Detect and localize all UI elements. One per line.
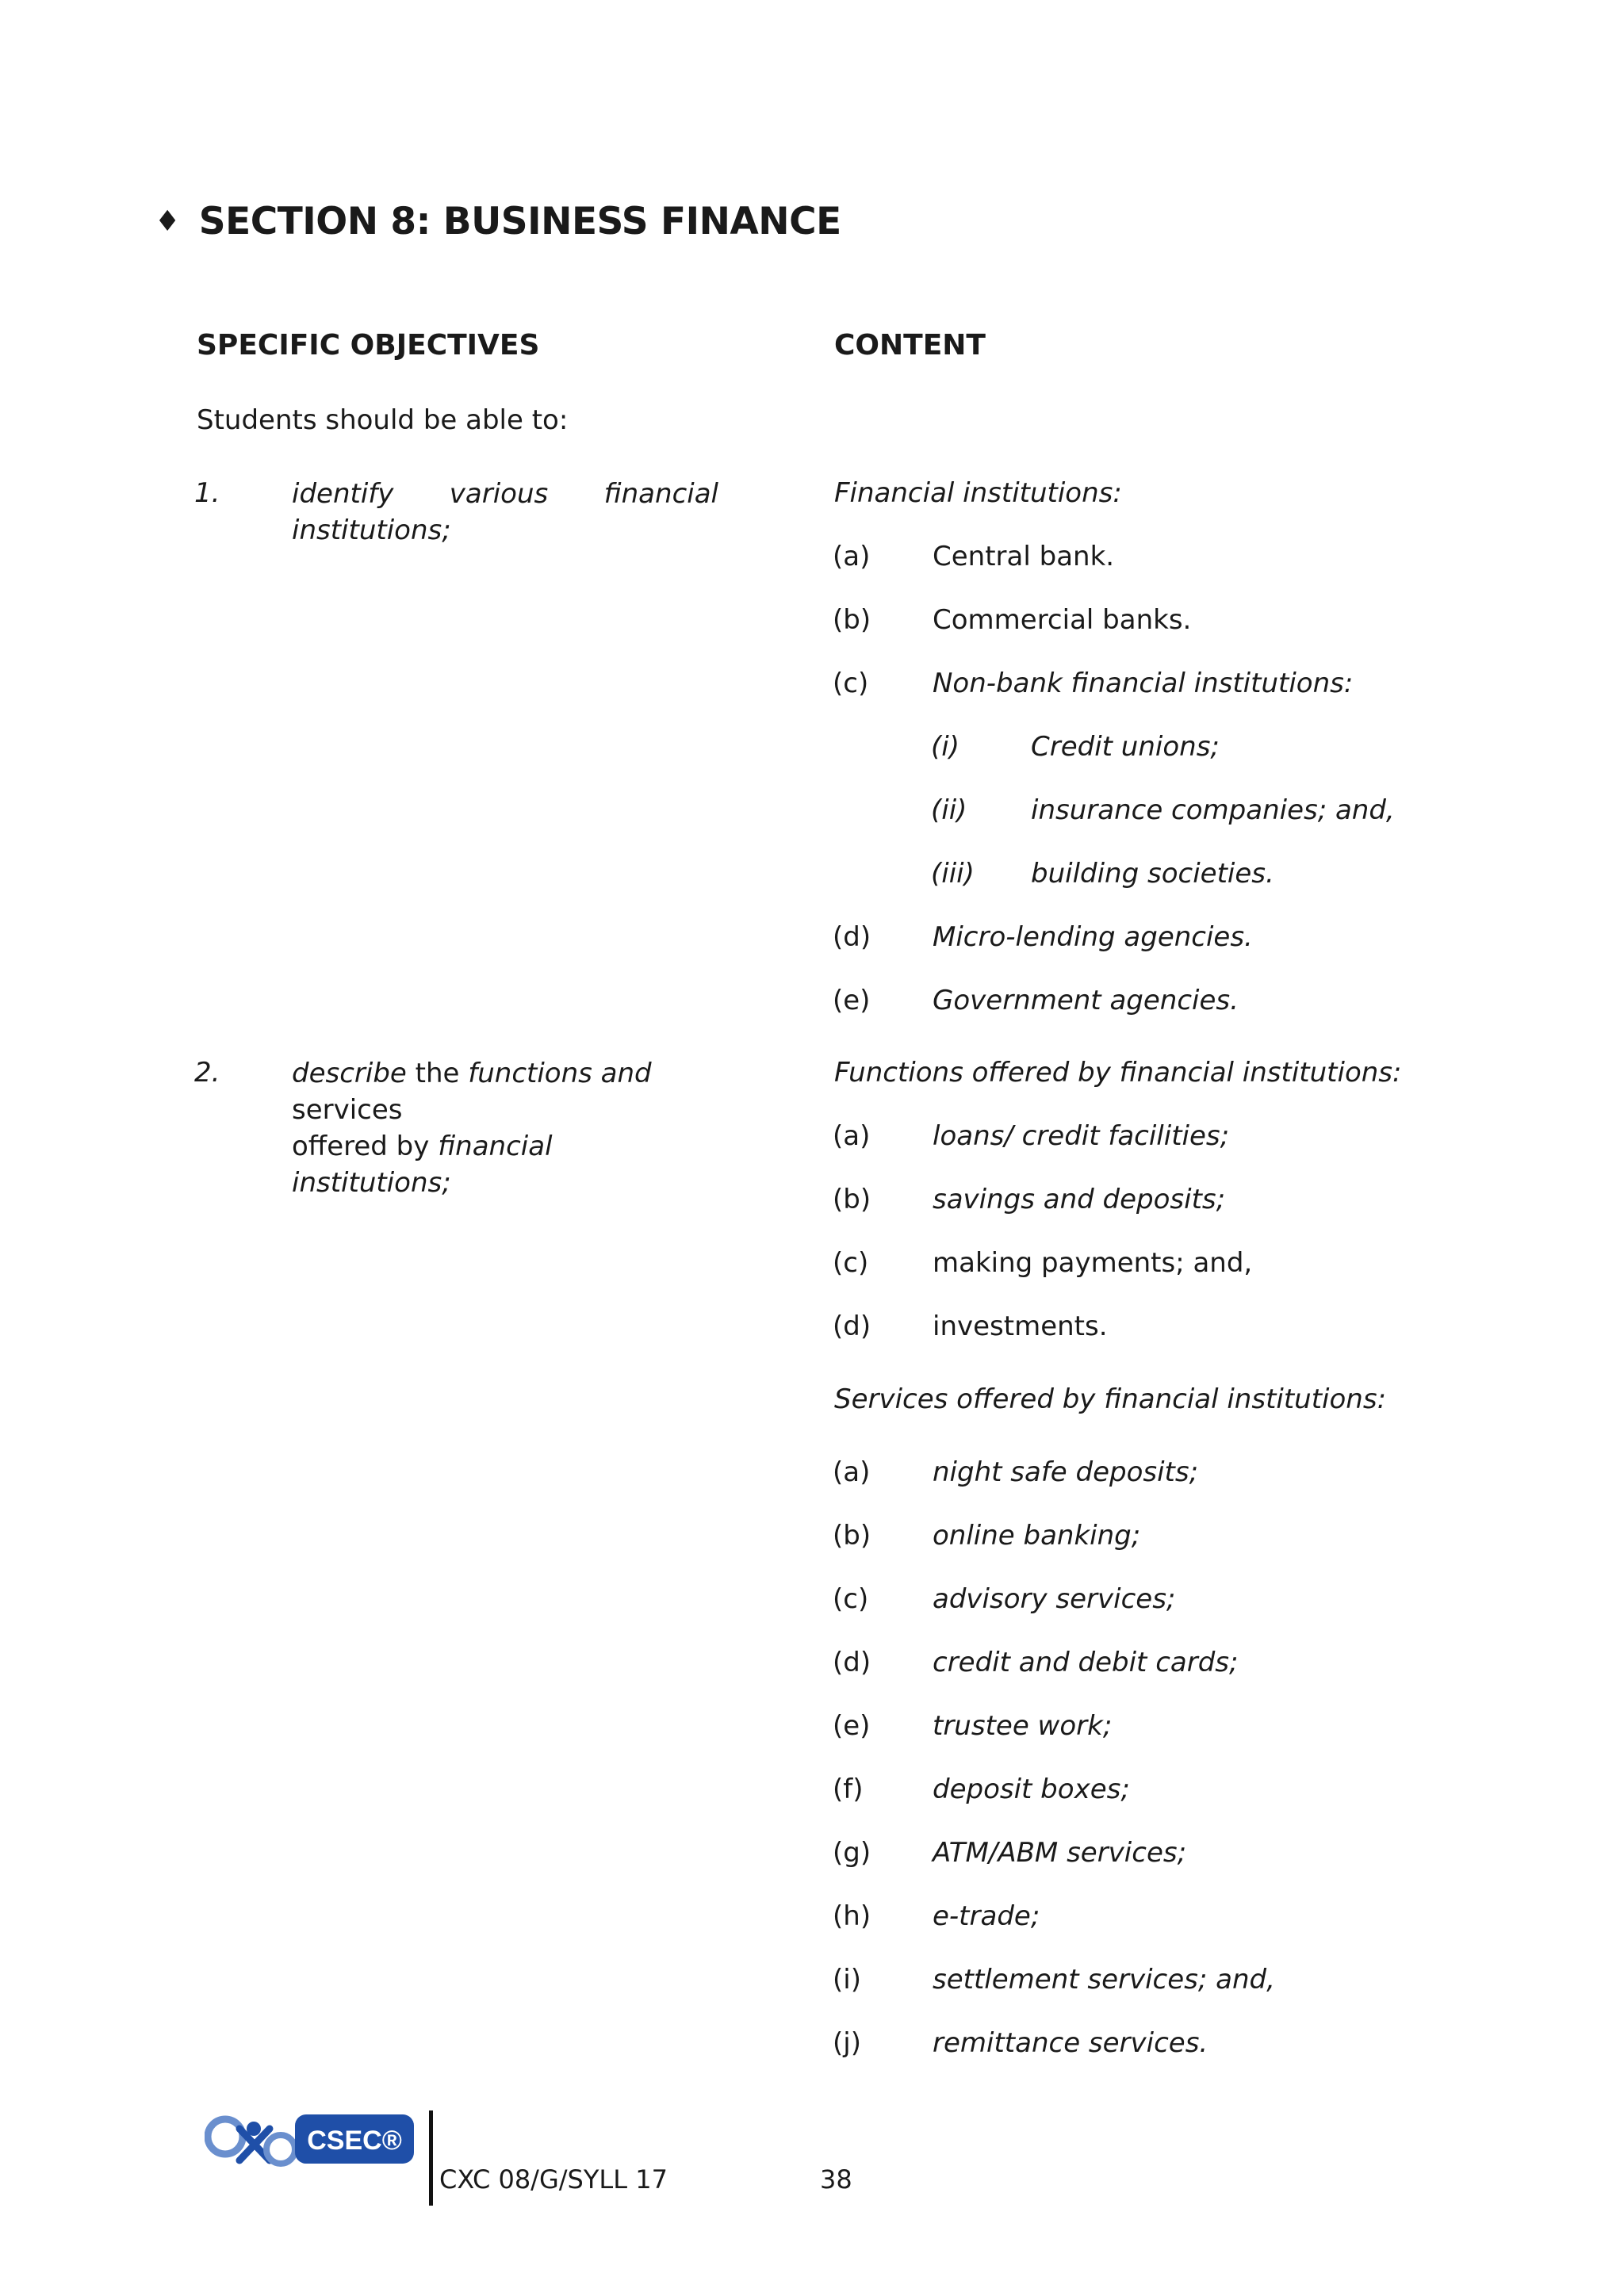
objective-number: 1. bbox=[194, 477, 220, 509]
list-item-label: (d) bbox=[833, 1311, 871, 1342]
list-item-label: (f) bbox=[833, 1774, 864, 1805]
content-heading: Financial institutions: bbox=[834, 477, 1122, 509]
content-heading: Functions offered by financial institutions: bbox=[834, 1057, 1402, 1089]
list-item-label: (a) bbox=[833, 541, 871, 572]
section-title-text: SECTION 8: BUSINESS FINANCE bbox=[198, 200, 841, 243]
list-item-text: ATM/ABM services; bbox=[933, 1837, 1187, 1869]
list-item-label: (j) bbox=[833, 2027, 861, 2059]
cxc-csec-logo bbox=[205, 2105, 419, 2179]
list-item-text: online banking; bbox=[933, 1520, 1141, 1552]
objective-word: various bbox=[449, 478, 549, 510]
list-item-text: making payments; and, bbox=[933, 1247, 1253, 1279]
list-item-label: (c) bbox=[833, 1247, 869, 1279]
list-item-label: (d) bbox=[833, 1647, 871, 1678]
list-item-text: deposit boxes; bbox=[933, 1774, 1130, 1805]
list-item-text: Central bank. bbox=[933, 541, 1115, 572]
list-item-text: settlement services; and, bbox=[933, 1964, 1275, 1996]
list-item-label: (b) bbox=[833, 1184, 871, 1215]
list-item-label: (i) bbox=[833, 1964, 861, 1996]
content-header: CONTENT bbox=[834, 329, 986, 362]
objective-1-text bbox=[292, 476, 718, 549]
list-item-label: (g) bbox=[833, 1837, 871, 1869]
sub-item-text: Credit unions; bbox=[1031, 731, 1220, 763]
objective-number: 2. bbox=[194, 1057, 220, 1089]
objective-text-part: offered by bbox=[292, 1131, 439, 1162]
list-item-text: Commercial banks. bbox=[933, 604, 1192, 636]
list-item-text: savings and deposits; bbox=[933, 1184, 1226, 1215]
list-item-label: (e) bbox=[833, 985, 871, 1016]
page-number: 38 bbox=[820, 2164, 852, 2195]
footer-divider bbox=[429, 2110, 433, 2206]
list-item-label: (b) bbox=[833, 1520, 871, 1552]
list-item-label: (e) bbox=[833, 1710, 871, 1742]
objective-word: identify bbox=[292, 478, 394, 510]
list-item-text: advisory services; bbox=[933, 1583, 1176, 1615]
list-item-text: Government agencies. bbox=[933, 985, 1239, 1016]
list-item-text: remittance services. bbox=[933, 2027, 1208, 2059]
objective-text-part: services bbox=[292, 1094, 403, 1126]
objective-2-text bbox=[292, 1055, 718, 1201]
diamond-icon: ♦ bbox=[155, 205, 180, 238]
list-item-label: (c) bbox=[833, 1583, 869, 1615]
section-title bbox=[155, 200, 841, 243]
sub-item-text: insurance companies; and, bbox=[1031, 794, 1395, 826]
intro-text: Students should be able to: bbox=[197, 404, 569, 436]
content-heading: Services offered by financial institutions: bbox=[834, 1383, 1387, 1415]
list-item-text: credit and debit cards; bbox=[933, 1647, 1239, 1678]
objectives-header: SPECIFIC OBJECTIVES bbox=[197, 329, 540, 362]
list-item-text: night safe deposits; bbox=[933, 1456, 1199, 1488]
list-item-text: trustee work; bbox=[933, 1710, 1113, 1742]
list-item-label: (c) bbox=[833, 668, 869, 699]
sub-item-text: building societies. bbox=[1031, 858, 1274, 890]
list-item-text: investments. bbox=[933, 1311, 1108, 1342]
objective-word: financial bbox=[603, 478, 718, 510]
list-item-text: e-trade; bbox=[933, 1900, 1040, 1932]
sub-item-label: (i) bbox=[931, 731, 959, 763]
cxc-logo-mark bbox=[208, 2119, 295, 2164]
list-item-text: Micro-lending agencies. bbox=[933, 921, 1253, 953]
list-item-text: loans/ credit facilities; bbox=[933, 1120, 1230, 1152]
objective-text-part: functions and bbox=[468, 1058, 652, 1089]
list-item-label: (h) bbox=[833, 1900, 871, 1932]
syllabus-code: CXC 08/G/SYLL 17 bbox=[439, 2164, 668, 2195]
objective-text-part: financial institutions; bbox=[292, 1131, 553, 1199]
list-item-label: (b) bbox=[833, 604, 871, 636]
list-item-label: (d) bbox=[833, 921, 871, 953]
list-item-label: (a) bbox=[833, 1456, 871, 1488]
objective-text-part: the bbox=[406, 1058, 469, 1089]
objective-word: institutions; bbox=[292, 515, 451, 546]
csec-logo-text: CSEC® bbox=[307, 2126, 402, 2156]
list-item-label: (a) bbox=[833, 1120, 871, 1152]
sub-item-label: (ii) bbox=[931, 794, 967, 826]
objective-verb: describe bbox=[292, 1058, 407, 1089]
list-item-text: Non-bank financial institutions: bbox=[933, 668, 1354, 699]
sub-item-label: (iii) bbox=[931, 858, 975, 890]
